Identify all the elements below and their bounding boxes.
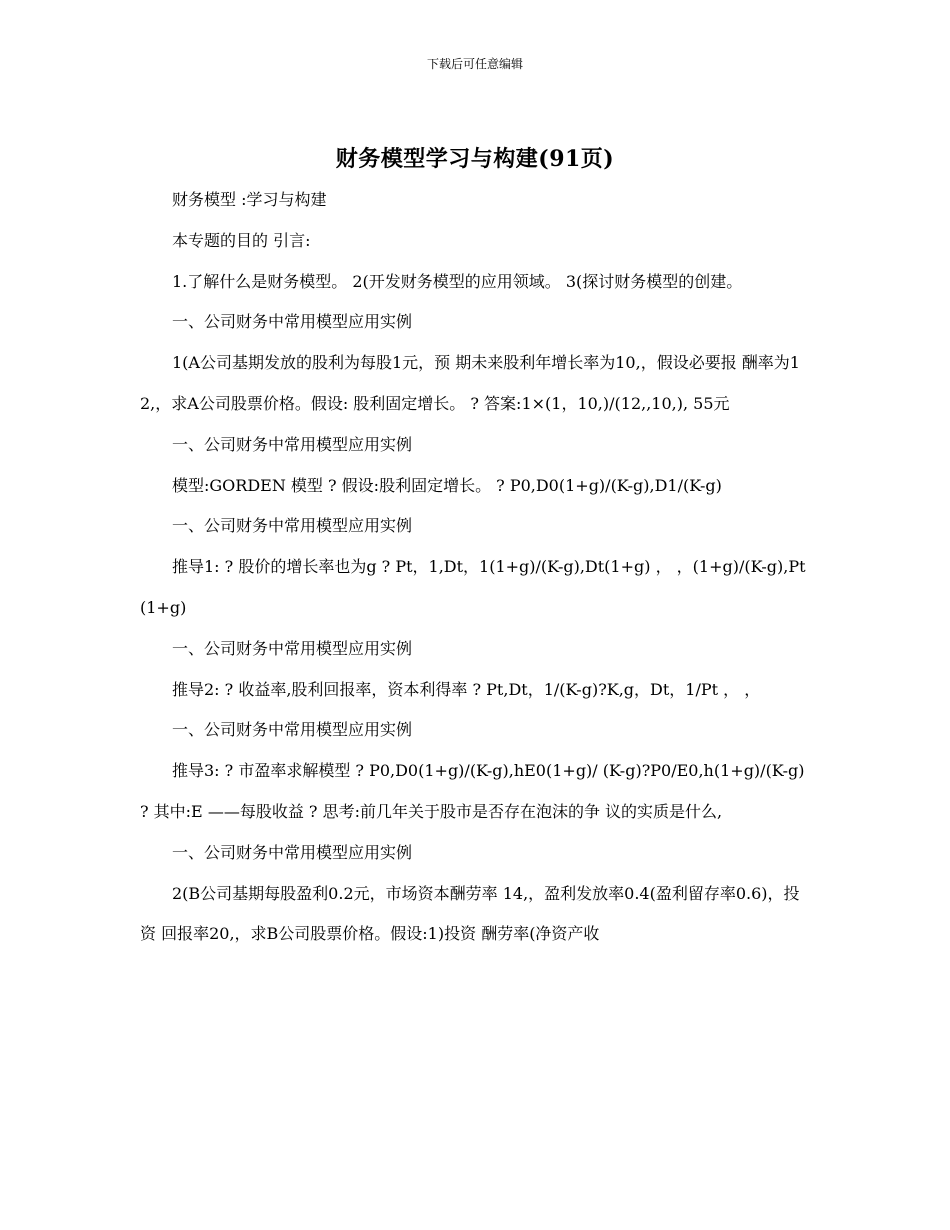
- section-heading: 一、公司财务中常用模型应用实例: [172, 516, 413, 536]
- paragraph-gorden-model: 模型:GORDEN 模型 ? 假设:股利固定增长。 ? P0,D0(1+g)/(K-g),D1/(K-g): [172, 475, 722, 495]
- paragraph-goals: 1.了解什么是财务模型。 2(开发财务模型的应用领域。 3(探讨财务模型的创建。: [172, 271, 743, 291]
- section-heading: 一、公司财务中常用模型应用实例: [172, 312, 413, 332]
- document-title: 财务模型学习与构建(91页): [335, 146, 615, 172]
- section-heading: 一、公司财务中常用模型应用实例: [172, 842, 413, 862]
- paragraph-example-2: 2(B公司基期每股盈利0.2元，市场资本酬劳率 14,，盈利发放率0.4(盈利留存率0.6)，投资 回报率20,，求B公司股票价格。假设:1)投资 酬劳率(净资产收: [140, 883, 800, 944]
- paragraph-derivation-2: 推导2: ? 收益率,股利回报率，资本利得率 ? Pt,Dt，1/(K-g)?K,g，Dt，1/Pt ， ，: [172, 679, 761, 699]
- section-heading: 一、公司财务中常用模型应用实例: [172, 638, 413, 658]
- paragraph-subtitle: 财务模型 :学习与构建: [172, 190, 327, 209]
- document-body: [140, 180, 810, 955]
- section-heading: 一、公司财务中常用模型应用实例: [172, 720, 413, 740]
- paragraph-example-1: 1(A公司基期发放的股利为每股1元，预 期未来股利年增长率为10,，假设必要报 酬率为12,，求A公司股票价格。假设: 股利固定增长。 ? 答案:1×(1，10,)/(12,,10,), 55元: [140, 353, 800, 413]
- paragraph-derivation-1: 推导1: ? 股价的增长率也为g ? Pt，1,Dt，1(1+g)/(K-g),Dt(1+g) ， ，(1+g)/(K-g),Pt(1+g): [140, 557, 806, 617]
- section-heading: 一、公司财务中常用模型应用实例: [172, 434, 413, 454]
- paragraph-purpose: 本专题的目的 引言:: [172, 230, 311, 250]
- paragraph-derivation-3: 推导3: ? 市盈率求解模型 ? P0,D0(1+g)/(K-g),hE0(1+g)/ (K-g)?P0/E0,h(1+g)/(K-g) ? 其中:E ——每股收益 ? 思考:前几年关于股市是否存在泡沫的争 议的实质是什么,: [140, 761, 805, 821]
- header-note: 下载后可任意编辑: [426, 57, 523, 71]
